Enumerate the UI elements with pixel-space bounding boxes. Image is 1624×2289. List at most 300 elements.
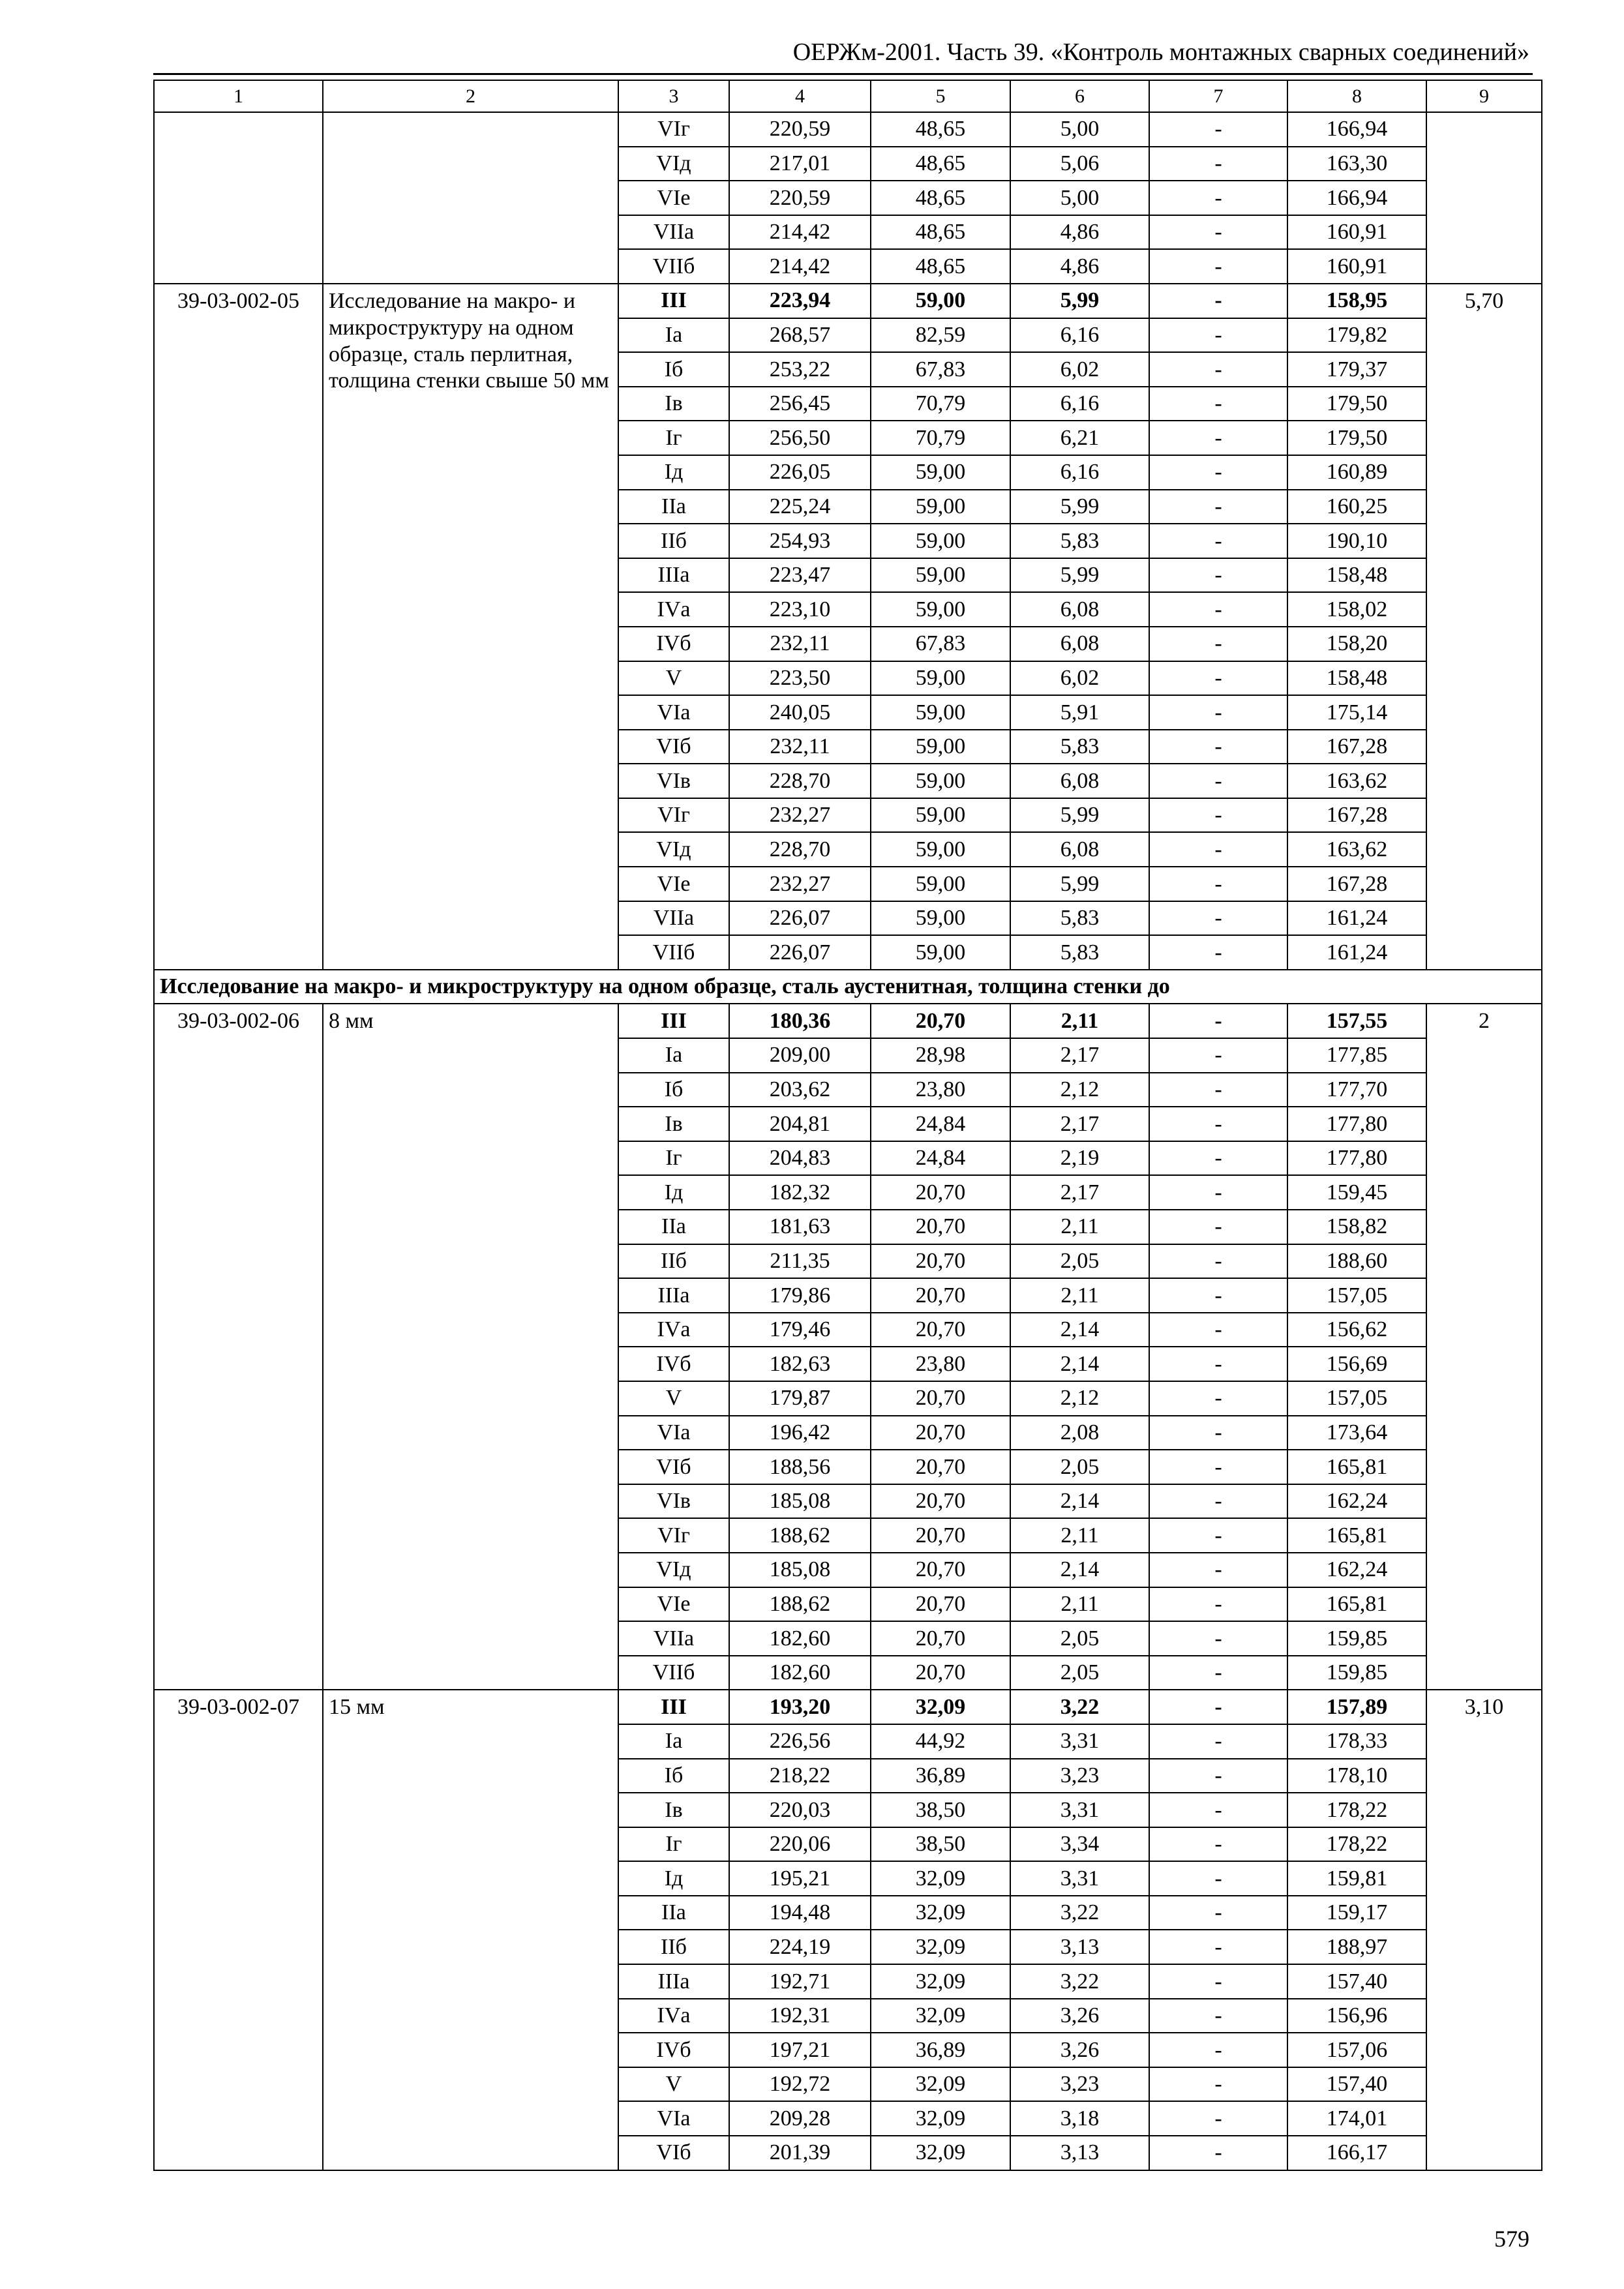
rates-table [153,80,1542,2171]
total-cost-cell: 223,47 [729,558,871,593]
driver-wages-cell: - [1149,661,1287,696]
zone-cell: Iб [618,352,729,387]
wages-cell: 59,00 [871,524,1010,558]
machines-cell: 6,08 [1010,832,1149,867]
machines-cell: 5,99 [1010,284,1149,318]
driver-wages-cell: - [1149,695,1287,730]
zone-cell: IVб [618,627,729,661]
rate-description: Исследование на макро- и микроструктуру на одном образце, сталь перлитная, толщина стенки свыше 50 мм [323,284,618,970]
machines-cell: 6,02 [1010,352,1149,387]
driver-wages-cell: - [1149,2067,1287,2102]
materials-cell: 160,91 [1287,215,1426,250]
driver-wages-cell: - [1149,558,1287,593]
driver-wages-cell: - [1149,1827,1287,1862]
machines-cell: 2,05 [1010,1244,1149,1279]
total-cost-cell: 223,50 [729,661,871,696]
driver-wages-cell: - [1149,490,1287,524]
driver-wages-cell: - [1149,798,1287,833]
wages-cell: 20,70 [871,1450,1010,1484]
wages-cell: 59,00 [871,832,1010,867]
total-cost-cell: 181,63 [729,1210,871,1244]
wages-cell: 20,70 [871,1313,1010,1347]
wages-cell: 32,09 [871,2136,1010,2170]
driver-wages-cell: - [1149,1107,1287,1141]
zone-cell: Iд [618,1861,729,1896]
wages-cell: 24,84 [871,1107,1010,1141]
wages-cell: 32,09 [871,1964,1010,1999]
machines-cell: 5,99 [1010,490,1149,524]
materials-cell: 177,70 [1287,1073,1426,1107]
total-cost-cell: 225,24 [729,490,871,524]
total-cost-cell: 192,72 [729,2067,871,2102]
table-row [154,112,1542,147]
machines-cell: 3,26 [1010,2033,1149,2067]
zone-cell: Iд [618,1175,729,1210]
wages-cell: 59,00 [871,661,1010,696]
total-cost-cell: 220,06 [729,1827,871,1862]
wages-cell: 59,00 [871,284,1010,318]
total-cost-cell: 209,28 [729,2101,871,2136]
materials-cell: 158,02 [1287,592,1426,627]
total-cost-cell: 256,45 [729,387,871,421]
total-cost-cell: 220,59 [729,181,871,215]
materials-cell: 178,22 [1287,1793,1426,1827]
zone-cell: IIа [618,1210,729,1244]
driver-wages-cell: - [1149,1038,1287,1073]
total-cost-cell: 195,21 [729,1861,871,1896]
column-number-6: 6 [1010,80,1149,112]
wages-cell: 20,70 [871,1210,1010,1244]
wages-cell: 59,00 [871,798,1010,833]
materials-cell: 166,17 [1287,2136,1426,2170]
materials-cell: 175,14 [1287,695,1426,730]
machines-cell: 3,22 [1010,1896,1149,1930]
labor-norm: 2 [1426,1004,1542,1690]
zone-cell: IIIа [618,1278,729,1313]
driver-wages-cell: - [1149,901,1287,936]
zone-cell: Iа [618,1038,729,1073]
zone-cell: VIIб [618,935,729,970]
zone-cell: IIIа [618,1964,729,1999]
machines-cell: 2,11 [1010,1518,1149,1553]
driver-wages-cell: - [1149,1244,1287,1279]
zone-cell: IIб [618,1930,729,1964]
materials-cell: 157,40 [1287,2067,1426,2102]
driver-wages-cell: - [1149,1793,1287,1827]
machines-cell: 3,31 [1010,1861,1149,1896]
driver-wages-cell: - [1149,524,1287,558]
zone-cell: IVб [618,2033,729,2067]
wages-cell: 20,70 [871,1484,1010,1519]
zone-cell: IVа [618,1999,729,2033]
driver-wages-cell: - [1149,249,1287,284]
zone-cell: III [618,1004,729,1038]
driver-wages-cell: - [1149,1381,1287,1416]
machines-cell: 5,99 [1010,798,1149,833]
materials-cell: 166,94 [1287,181,1426,215]
zone-cell: IVа [618,1313,729,1347]
zone-cell: VIд [618,147,729,181]
column-number-1: 1 [154,80,323,112]
rate-description: 15 мм [323,1690,618,2170]
rate-code [154,112,323,284]
materials-cell: 188,97 [1287,1930,1426,1964]
total-cost-cell: 226,07 [729,901,871,936]
zone-cell: Iа [618,318,729,353]
machines-cell: 2,17 [1010,1175,1149,1210]
zone-cell: Iд [618,455,729,490]
materials-cell: 159,45 [1287,1175,1426,1210]
wages-cell: 67,83 [871,627,1010,661]
zone-cell: VIд [618,832,729,867]
wages-cell: 48,65 [871,147,1010,181]
wages-cell: 20,70 [871,1518,1010,1553]
total-cost-cell: 214,42 [729,215,871,250]
total-cost-cell: 256,50 [729,421,871,455]
zone-cell: Iв [618,1793,729,1827]
materials-cell: 179,50 [1287,387,1426,421]
total-cost-cell: 226,05 [729,455,871,490]
machines-cell: 2,05 [1010,1621,1149,1656]
driver-wages-cell: - [1149,1656,1287,1690]
driver-wages-cell: - [1149,1313,1287,1347]
zone-cell: Iг [618,1141,729,1176]
page-header-title: ОЕРЖм-2001. Часть 39. «Контроль монтажных сварных соединений» [792,38,1529,66]
materials-cell: 167,28 [1287,867,1426,901]
zone-cell: IIб [618,1244,729,1279]
zone-cell: VIб [618,730,729,764]
wages-cell: 20,70 [871,1381,1010,1416]
materials-cell: 157,89 [1287,1690,1426,1724]
total-cost-cell: 188,56 [729,1450,871,1484]
rate-description: 8 мм [323,1004,618,1690]
wages-cell: 23,80 [871,1347,1010,1381]
materials-cell: 179,50 [1287,421,1426,455]
driver-wages-cell: - [1149,1484,1287,1519]
machines-cell: 6,08 [1010,592,1149,627]
machines-cell: 2,08 [1010,1416,1149,1450]
zone-cell: VIд [618,1553,729,1587]
page-number: 579 [1494,2226,1529,2252]
rate-code: 39-03-002-07 [154,1690,323,2170]
driver-wages-cell: - [1149,318,1287,353]
column-number-3: 3 [618,80,729,112]
materials-cell: 158,82 [1287,1210,1426,1244]
driver-wages-cell: - [1149,867,1287,901]
header-divider [153,73,1533,75]
machines-cell: 5,99 [1010,558,1149,593]
materials-cell: 165,81 [1287,1518,1426,1553]
total-cost-cell: 182,60 [729,1621,871,1656]
wages-cell: 59,00 [871,764,1010,798]
zone-cell: III [618,1690,729,1724]
wages-cell: 38,50 [871,1827,1010,1862]
zone-cell: VIе [618,181,729,215]
materials-cell: 159,17 [1287,1896,1426,1930]
total-cost-cell: 182,60 [729,1656,871,1690]
wages-cell: 59,00 [871,901,1010,936]
driver-wages-cell: - [1149,1896,1287,1930]
machines-cell: 5,06 [1010,147,1149,181]
table-row [154,284,1542,318]
driver-wages-cell: - [1149,832,1287,867]
total-cost-cell: 224,19 [729,1930,871,1964]
table-row [154,1004,1542,1038]
driver-wages-cell: - [1149,2136,1287,2170]
materials-cell: 163,62 [1287,764,1426,798]
total-cost-cell: 179,46 [729,1313,871,1347]
total-cost-cell: 204,83 [729,1141,871,1176]
rate-code: 39-03-002-06 [154,1004,323,1690]
machines-cell: 5,91 [1010,695,1149,730]
wages-cell: 24,84 [871,1141,1010,1176]
machines-cell: 6,08 [1010,764,1149,798]
materials-cell: 157,06 [1287,2033,1426,2067]
machines-cell: 2,19 [1010,1141,1149,1176]
wages-cell: 20,70 [871,1175,1010,1210]
materials-cell: 157,55 [1287,1004,1426,1038]
zone-cell: VIа [618,695,729,730]
zone-cell: Iг [618,421,729,455]
materials-cell: 157,05 [1287,1278,1426,1313]
materials-cell: 163,30 [1287,147,1426,181]
machines-cell: 2,11 [1010,1278,1149,1313]
driver-wages-cell: - [1149,1587,1287,1622]
machines-cell: 4,86 [1010,215,1149,250]
driver-wages-cell: - [1149,1450,1287,1484]
driver-wages-cell: - [1149,1518,1287,1553]
materials-cell: 167,28 [1287,730,1426,764]
wages-cell: 32,09 [871,2067,1010,2102]
wages-cell: 48,65 [871,112,1010,147]
materials-cell: 161,24 [1287,935,1426,970]
zone-cell: V [618,661,729,696]
wages-cell: 48,65 [871,181,1010,215]
total-cost-cell: 228,70 [729,764,871,798]
zone-cell: VIв [618,764,729,798]
driver-wages-cell: - [1149,1347,1287,1381]
total-cost-cell: 192,31 [729,1999,871,2033]
machines-cell: 3,22 [1010,1690,1149,1724]
machines-cell: 3,13 [1010,2136,1149,2170]
wages-cell: 36,89 [871,1759,1010,1793]
machines-cell: 2,14 [1010,1313,1149,1347]
driver-wages-cell: - [1149,1964,1287,1999]
wages-cell: 20,70 [871,1244,1010,1279]
total-cost-cell: 220,59 [729,112,871,147]
driver-wages-cell: - [1149,112,1287,147]
section-heading: Исследование на макро- и микроструктуру на одном образце, сталь аустенитная, толщина стенки до [154,970,1542,1004]
driver-wages-cell: - [1149,1004,1287,1038]
machines-cell: 3,23 [1010,1759,1149,1793]
wages-cell: 32,09 [871,1690,1010,1724]
wages-cell: 59,00 [871,867,1010,901]
materials-cell: 160,25 [1287,490,1426,524]
driver-wages-cell: - [1149,592,1287,627]
materials-cell: 179,37 [1287,352,1426,387]
column-number-8: 8 [1287,80,1426,112]
zone-cell: VIб [618,2136,729,2170]
machines-cell: 5,99 [1010,867,1149,901]
zone-cell: IIа [618,1896,729,1930]
total-cost-cell: 193,20 [729,1690,871,1724]
total-cost-cell: 196,42 [729,1416,871,1450]
driver-wages-cell: - [1149,935,1287,970]
driver-wages-cell: - [1149,627,1287,661]
wages-cell: 82,59 [871,318,1010,353]
materials-cell: 167,28 [1287,798,1426,833]
zone-cell: Iв [618,387,729,421]
wages-cell: 48,65 [871,215,1010,250]
zone-cell: VIг [618,798,729,833]
machines-cell: 6,16 [1010,455,1149,490]
column-number-4: 4 [729,80,871,112]
materials-cell: 165,81 [1287,1450,1426,1484]
zone-cell: VIе [618,867,729,901]
machines-cell: 6,08 [1010,627,1149,661]
machines-cell: 3,31 [1010,1724,1149,1759]
materials-cell: 158,48 [1287,558,1426,593]
materials-cell: 179,82 [1287,318,1426,353]
wages-cell: 20,70 [871,1656,1010,1690]
driver-wages-cell: - [1149,1553,1287,1587]
zone-cell: VIIа [618,1621,729,1656]
total-cost-cell: 182,63 [729,1347,871,1381]
zone-cell: IIб [618,524,729,558]
machines-cell: 3,18 [1010,2101,1149,2136]
machines-cell: 5,00 [1010,112,1149,147]
wages-cell: 59,00 [871,455,1010,490]
machines-cell: 2,05 [1010,1450,1149,1484]
materials-cell: 157,40 [1287,1964,1426,1999]
materials-cell: 160,89 [1287,455,1426,490]
machines-cell: 5,83 [1010,730,1149,764]
zone-cell: IIIа [618,558,729,593]
wages-cell: 20,70 [871,1553,1010,1587]
wages-cell: 70,79 [871,421,1010,455]
driver-wages-cell: - [1149,1141,1287,1176]
materials-cell: 165,81 [1287,1587,1426,1622]
total-cost-cell: 203,62 [729,1073,871,1107]
total-cost-cell: 232,11 [729,627,871,661]
machines-cell: 3,31 [1010,1793,1149,1827]
materials-cell: 190,10 [1287,524,1426,558]
total-cost-cell: 254,93 [729,524,871,558]
machines-cell: 6,16 [1010,318,1149,353]
machines-cell: 5,83 [1010,524,1149,558]
total-cost-cell: 228,70 [729,832,871,867]
total-cost-cell: 226,56 [729,1724,871,1759]
driver-wages-cell: - [1149,1930,1287,1964]
labor-norm: 5,70 [1426,284,1542,970]
column-number-5: 5 [871,80,1010,112]
machines-cell: 2,11 [1010,1587,1149,1622]
total-cost-cell: 194,48 [729,1896,871,1930]
driver-wages-cell: - [1149,352,1287,387]
total-cost-cell: 223,10 [729,592,871,627]
labor-norm: 3,10 [1426,1690,1542,2170]
total-cost-cell: 180,36 [729,1004,871,1038]
section-heading-row [154,970,1542,1004]
materials-cell: 159,85 [1287,1621,1426,1656]
driver-wages-cell: - [1149,455,1287,490]
zone-cell: VIа [618,1416,729,1450]
machines-cell: 6,16 [1010,387,1149,421]
materials-cell: 178,10 [1287,1759,1426,1793]
materials-cell: 160,91 [1287,249,1426,284]
driver-wages-cell: - [1149,1210,1287,1244]
wages-cell: 28,98 [871,1038,1010,1073]
wages-cell: 67,83 [871,352,1010,387]
total-cost-cell: 220,03 [729,1793,871,1827]
materials-cell: 178,33 [1287,1724,1426,1759]
wages-cell: 70,79 [871,387,1010,421]
materials-cell: 174,01 [1287,2101,1426,2136]
materials-cell: 159,85 [1287,1656,1426,1690]
driver-wages-cell: - [1149,764,1287,798]
machines-cell: 2,17 [1010,1038,1149,1073]
total-cost-cell: 185,08 [729,1553,871,1587]
materials-cell: 177,85 [1287,1038,1426,1073]
machines-cell: 3,26 [1010,1999,1149,2033]
driver-wages-cell: - [1149,1690,1287,1724]
zone-cell: VIб [618,1450,729,1484]
wages-cell: 36,89 [871,2033,1010,2067]
total-cost-cell: 182,32 [729,1175,871,1210]
zone-cell: VIг [618,112,729,147]
machines-cell: 4,86 [1010,249,1149,284]
wages-cell: 32,09 [871,1861,1010,1896]
wages-cell: 59,00 [871,490,1010,524]
driver-wages-cell: - [1149,1278,1287,1313]
machines-cell: 3,23 [1010,2067,1149,2102]
wages-cell: 20,70 [871,1587,1010,1622]
machines-cell: 5,83 [1010,901,1149,936]
wages-cell: 32,09 [871,1930,1010,1964]
materials-cell: 158,95 [1287,284,1426,318]
total-cost-cell: 179,86 [729,1278,871,1313]
column-number-7: 7 [1149,80,1287,112]
zone-cell: Iб [618,1759,729,1793]
zone-cell: VIIб [618,249,729,284]
wages-cell: 32,09 [871,1999,1010,2033]
machines-cell: 3,13 [1010,1930,1149,1964]
machines-cell: 2,11 [1010,1210,1149,1244]
wages-cell: 20,70 [871,1416,1010,1450]
driver-wages-cell: - [1149,215,1287,250]
zone-cell: VIIб [618,1656,729,1690]
table-row [154,1690,1542,1724]
zone-cell: Iб [618,1073,729,1107]
zone-cell: VIIа [618,901,729,936]
labor-norm [1426,112,1542,284]
total-cost-cell: 232,27 [729,798,871,833]
column-number-9: 9 [1426,80,1542,112]
wages-cell: 38,50 [871,1793,1010,1827]
total-cost-cell: 209,00 [729,1038,871,1073]
total-cost-cell: 185,08 [729,1484,871,1519]
machines-cell: 2,12 [1010,1073,1149,1107]
zone-cell: VIг [618,1518,729,1553]
rates-table-body [154,80,1542,2170]
driver-wages-cell: - [1149,1999,1287,2033]
total-cost-cell: 211,35 [729,1244,871,1279]
wages-cell: 59,00 [871,558,1010,593]
driver-wages-cell: - [1149,2033,1287,2067]
total-cost-cell: 240,05 [729,695,871,730]
total-cost-cell: 232,27 [729,867,871,901]
zone-cell: V [618,2067,729,2102]
